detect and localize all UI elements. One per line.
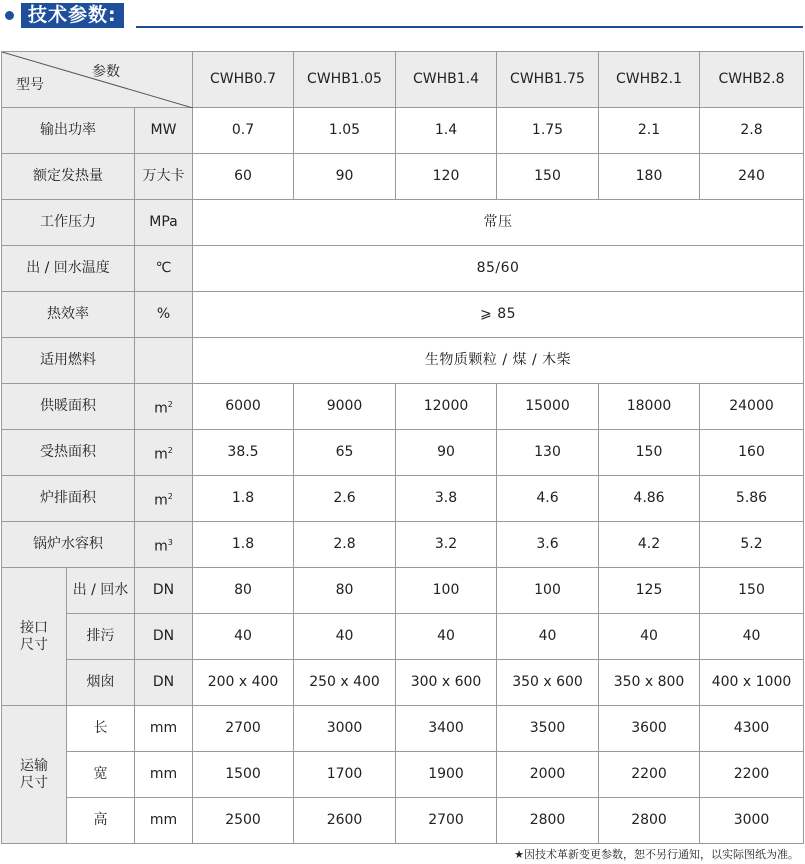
row-label: 供暖面积: [2, 384, 135, 430]
value-cell: 2.6: [294, 476, 396, 522]
merged-value-cell: 85/60: [193, 246, 804, 292]
row-label: 锅炉水容积: [2, 522, 135, 568]
value-cell: 350 x 800: [599, 660, 700, 706]
value-cell: 2000: [497, 752, 599, 798]
table-row: [2, 614, 804, 660]
row-unit: mm: [135, 798, 193, 844]
value-cell: 400 x 1000: [700, 660, 804, 706]
value-cell: 125: [599, 568, 700, 614]
row-unit: $m^2$: [135, 476, 193, 522]
table-row: [2, 292, 804, 338]
table-row: [2, 200, 804, 246]
value-cell: 2800: [497, 798, 599, 844]
value-cell: 40: [599, 614, 700, 660]
row-unit: ℃: [135, 246, 193, 292]
value-cell: 4.2: [599, 522, 700, 568]
row-label: 额定发热量: [2, 154, 135, 200]
value-cell: 3400: [396, 706, 497, 752]
value-cell: 40: [193, 614, 294, 660]
table-row: [2, 798, 804, 844]
row-unit: MPa: [135, 200, 193, 246]
value-cell: 100: [396, 568, 497, 614]
row-unit: [135, 338, 193, 384]
row-unit: MW: [135, 108, 193, 154]
value-cell: 90: [294, 154, 396, 200]
table-row: [2, 752, 804, 798]
table-header-row: [2, 52, 804, 108]
value-cell: 5.86: [700, 476, 804, 522]
value-cell: 1700: [294, 752, 396, 798]
section-header: [0, 0, 805, 34]
row-label: 出 / 回水: [67, 568, 135, 614]
value-cell: 2200: [700, 752, 804, 798]
spec-table: [1, 51, 804, 844]
value-cell: 1.75: [497, 108, 599, 154]
value-cell: 4.86: [599, 476, 700, 522]
merged-value-cell: ⩾ 85: [193, 292, 804, 338]
value-cell: 38.5: [193, 430, 294, 476]
value-cell: 1.4: [396, 108, 497, 154]
value-cell: 40: [294, 614, 396, 660]
value-cell: 150: [497, 154, 599, 200]
model-header: CWHB1.4: [396, 52, 497, 108]
table-row: [2, 660, 804, 706]
table-row: [2, 706, 804, 752]
value-cell: 2700: [193, 706, 294, 752]
value-cell: 80: [294, 568, 396, 614]
row-unit: $m^2$: [135, 384, 193, 430]
value-cell: 1.8: [193, 522, 294, 568]
model-header: CWHB1.05: [294, 52, 396, 108]
value-cell: 350 x 600: [497, 660, 599, 706]
table-row: [2, 384, 804, 430]
value-cell: 180: [599, 154, 700, 200]
value-cell: 40: [396, 614, 497, 660]
table-row: [2, 522, 804, 568]
value-cell: 150: [700, 568, 804, 614]
value-cell: 18000: [599, 384, 700, 430]
row-label: 适用燃料: [2, 338, 135, 384]
value-cell: 15000: [497, 384, 599, 430]
value-cell: 100: [497, 568, 599, 614]
row-unit: %: [135, 292, 193, 338]
row-label: 受热面积: [2, 430, 135, 476]
value-cell: 150: [599, 430, 700, 476]
value-cell: 2700: [396, 798, 497, 844]
row-unit: 万大卡: [135, 154, 193, 200]
value-cell: 90: [396, 430, 497, 476]
value-cell: 240: [700, 154, 804, 200]
value-cell: 160: [700, 430, 804, 476]
value-cell: 4.6: [497, 476, 599, 522]
value-cell: 3.2: [396, 522, 497, 568]
value-cell: 1500: [193, 752, 294, 798]
row-label: 长: [67, 706, 135, 752]
table-row: [2, 246, 804, 292]
row-label: 工作压力: [2, 200, 135, 246]
row-label: 出 / 回水温度: [2, 246, 135, 292]
value-cell: 4300: [700, 706, 804, 752]
value-cell: 12000: [396, 384, 497, 430]
value-cell: 0.7: [193, 108, 294, 154]
value-cell: 40: [700, 614, 804, 660]
value-cell: 6000: [193, 384, 294, 430]
value-cell: 1.05: [294, 108, 396, 154]
row-unit: DN: [135, 568, 193, 614]
model-header: CWHB1.75: [497, 52, 599, 108]
value-cell: 200 x 400: [193, 660, 294, 706]
value-cell: 24000: [700, 384, 804, 430]
value-cell: 130: [497, 430, 599, 476]
bullet-icon: [5, 11, 14, 20]
value-cell: 300 x 600: [396, 660, 497, 706]
row-label: 输出功率: [2, 108, 135, 154]
value-cell: 1.8: [193, 476, 294, 522]
corner-model-label: 型号: [16, 77, 44, 93]
value-cell: 2600: [294, 798, 396, 844]
value-cell: 250 x 400: [294, 660, 396, 706]
model-header: CWHB2.8: [700, 52, 804, 108]
header-corner-cell: [2, 52, 193, 108]
merged-value-cell: 生物质颗粒 / 煤 / 木柴: [193, 338, 804, 384]
corner-parameter-label: 参数: [92, 64, 121, 80]
value-cell: 2.8: [700, 108, 804, 154]
row-unit: DN: [135, 660, 193, 706]
value-cell: 80: [193, 568, 294, 614]
row-unit: mm: [135, 752, 193, 798]
value-cell: 3000: [700, 798, 804, 844]
table-row: [2, 338, 804, 384]
value-cell: 2800: [599, 798, 700, 844]
value-cell: 3000: [294, 706, 396, 752]
title-underline: [136, 26, 803, 28]
value-cell: 2200: [599, 752, 700, 798]
row-label: 烟囱: [67, 660, 135, 706]
value-cell: 2500: [193, 798, 294, 844]
value-cell: 120: [396, 154, 497, 200]
row-unit: DN: [135, 614, 193, 660]
value-cell: 3.8: [396, 476, 497, 522]
model-header: CWHB0.7: [193, 52, 294, 108]
section-title: 技术参数:: [21, 3, 124, 28]
value-cell: 2.8: [294, 522, 396, 568]
row-label: 热效率: [2, 292, 135, 338]
table-row: [2, 568, 804, 614]
row-unit: $m^2$: [135, 430, 193, 476]
table-row: [2, 476, 804, 522]
value-cell: 3500: [497, 706, 599, 752]
table-row: [2, 154, 804, 200]
row-label: 宽: [67, 752, 135, 798]
group-label-transport: 运输 尺寸: [2, 706, 67, 844]
footnote: ★因技术革新变更参数，恕不另行通知，以实际图纸为准。: [514, 848, 799, 861]
row-unit: $m^3$: [135, 522, 193, 568]
value-cell: 60: [193, 154, 294, 200]
row-unit: mm: [135, 706, 193, 752]
value-cell: 3600: [599, 706, 700, 752]
table-row: [2, 108, 804, 154]
value-cell: 1900: [396, 752, 497, 798]
model-header: CWHB2.1: [599, 52, 700, 108]
value-cell: 5.2: [700, 522, 804, 568]
table-row: [2, 430, 804, 476]
merged-value-cell: 常压: [193, 200, 804, 246]
group-label-connection: 接口 尺寸: [2, 568, 67, 706]
value-cell: 3.6: [497, 522, 599, 568]
value-cell: 65: [294, 430, 396, 476]
value-cell: 2.1: [599, 108, 700, 154]
row-label: 高: [67, 798, 135, 844]
value-cell: 40: [497, 614, 599, 660]
value-cell: 9000: [294, 384, 396, 430]
row-label: 炉排面积: [2, 476, 135, 522]
row-label: 排污: [67, 614, 135, 660]
